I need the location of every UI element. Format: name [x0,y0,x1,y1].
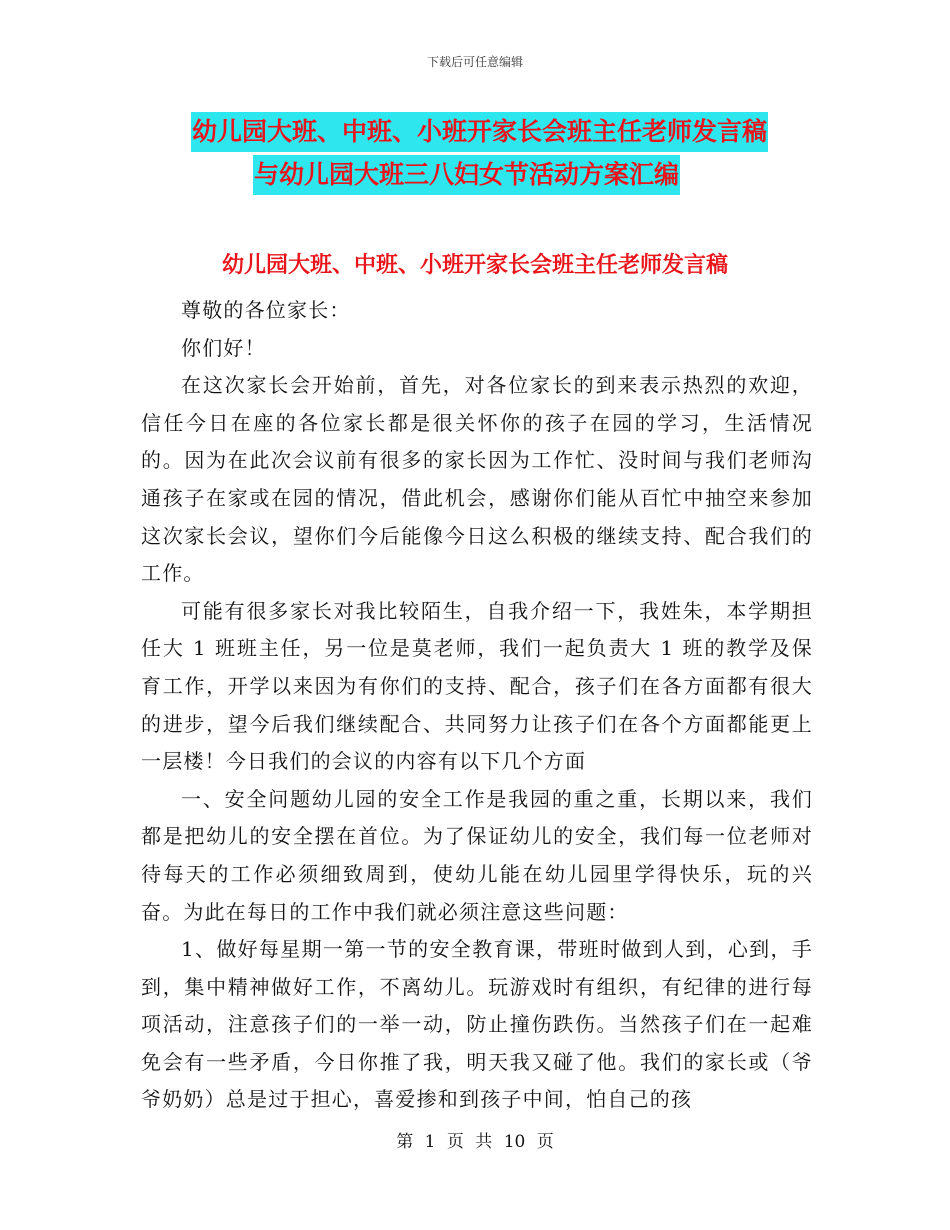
paragraph-introduction: 可能有很多家长对我比较陌生，自我介绍一下，我姓朱，本学期担任大 1 班班主任，另一位是莫老师，我们一起负责大 1 班的教学及保育工作，开学以来因为有你们的支持、配合，孩子们在各方面都有很大的进步，望今后我们继续配合、共同努力让孩子们在各个方面都能更上一层楼！今日我们的会议的内容有以下几个方面 [141,598,813,774]
paragraph-hello: 你们好！ [181,335,266,360]
document-title-line-2: 与幼儿园大班三八妇女节活动方案汇编 [253,155,680,195]
section-title [0,248,950,279]
page-footer: 第 1 页 共 10 页 [396,1132,554,1152]
document-title-line-1: 幼儿园大班、中班、小班开家长会班主任老师发言稿 [191,112,768,152]
paragraph-safety-item-1: 1、做好每星期一第一节的安全教育课，带班时做到人到，心到，手到，集中精神做好工作，不离幼儿。玩游戏时有组织，有纪律的进行每项活动，注意孩子们的一举一动，防止撞伤跌伤。当然孩子们在一起难免会有一些矛盾，今日你推了我，明天我又碰了他。我们的家长或（爷爷奶奶）总是过于担心，喜爱掺和到孩子中间，怕自己的孩 [141,937,813,1112]
paragraph-safety: 一、安全问题幼儿园的安全工作是我园的重之重，长期以来，我们都是把幼儿的安全摆在首位。为了保证幼儿的安全，我们每一位老师对待每天的工作必须细致周到，使幼儿能在幼儿园里学得快乐，玩的兴奋。为此在每日的工作中我们就必须注意这些问题： [141,786,813,924]
header-note: 下载后可任意编辑 [426,55,523,69]
document-body [141,292,813,1119]
paragraph-greeting: 尊敬的各位家长： [181,298,351,322]
section-title-text: 幼儿园大班、中班、小班开家长会班主任老师发言稿 [221,253,728,278]
paragraph-welcome: 在这次家长会开始前，首先，对各位家长的到来表示热烈的欢迎，信任今日在座的各位家长都是很关怀你的孩子在园的学习，生活情况的。因为在此次会议前有很多的家长因为工作忙、没时间与我们老师沟通孩子在家或在园的情况，借此机会，感谢你们能从百忙中抽空来参加这次家长会议，望你们今后能像今日这么积极的继续支持、配合我们的工作。 [141,373,813,586]
